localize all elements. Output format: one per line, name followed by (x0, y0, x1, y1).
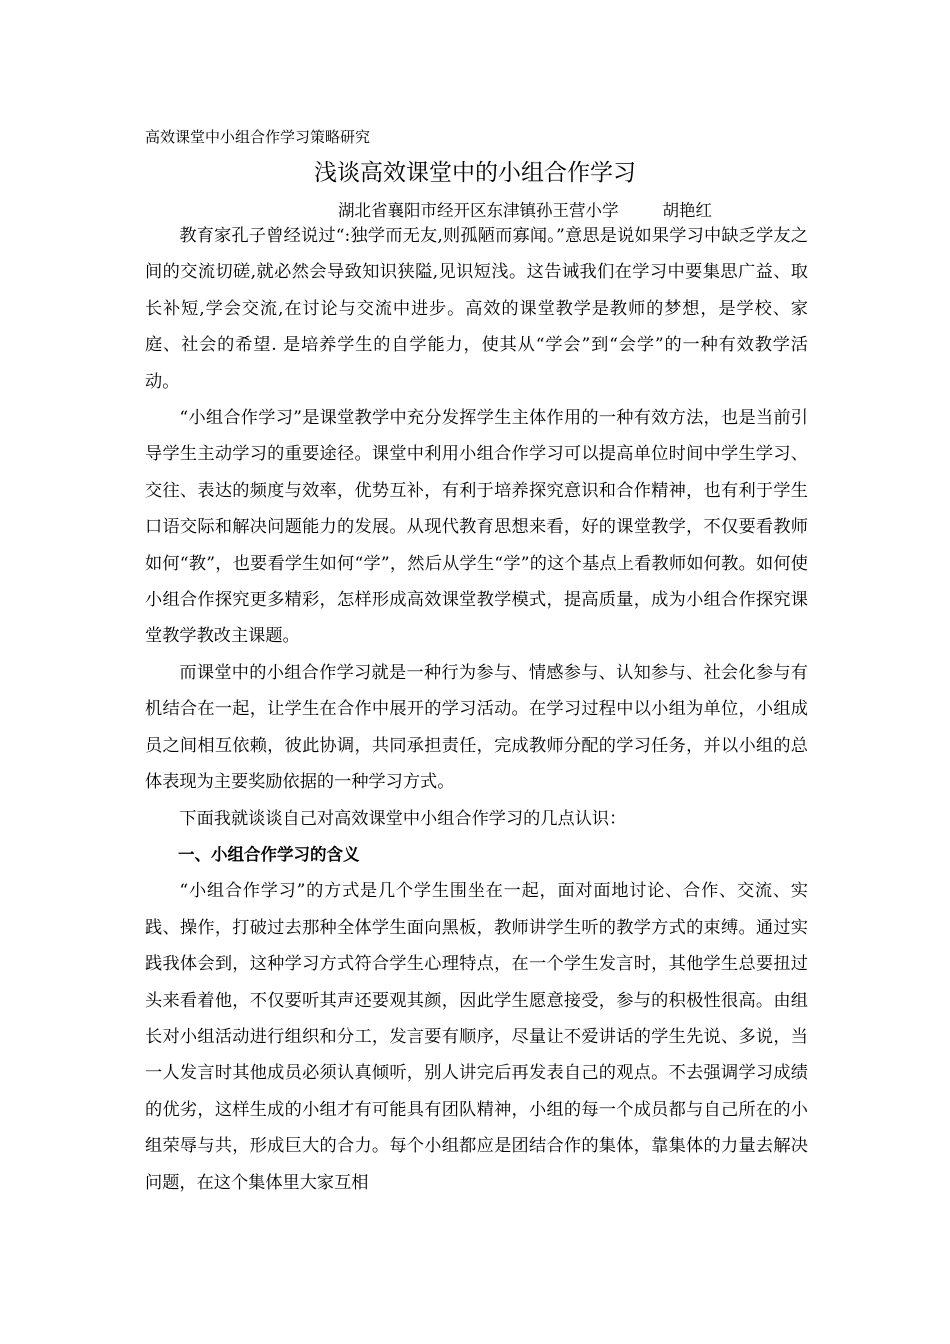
paragraph: “小组合作学习”的方式是几个学生围坐在一起，面对面地讨论、合作、交流、实践、操作，打破过去那种全体学生面向黑板，教师讲学生听的教学方式的束缚。通过实践我体会到，这种学习方式符合学生心理特点，在一个学生发言时，其他学生总要扭过头来看着他，不仅要听其声还要观其颜，因此学生愿意接受，参与的积极性很高。由组长对小组活动进行组织和分工，发言要有顺序，尽量让不爱讲话的学生先说、多说，当一人发言时其他成员必须认真倾听，别人讲完后再发表自己的观点。不去强调学习成绩的优劣，这样生成的小组才有可能具有团队精神，小组的每一个成员都与自己所在的小组荣辱与共，形成巨大的合力。每个小组都应是团结合作的集体，靠集体的力量去解决问题，在这个集体里大家互相 (145, 881, 808, 1193)
section-heading: 一、小组合作学习的含义 (178, 844, 360, 864)
paragraph: 而课堂中的小组合作学习就是一种行为参与、情感参与、认知参与、社会化参与有机结合在一起，让学生在合作中展开的学习活动。在学习过程中以小组为单位，小组成员之间相互依赖，彼此协调，共同承担责任，完成教师分配的学习任务，并以小组的总体表现为主要奖励依据的一种学习方式。 (145, 662, 808, 793)
article-title: 浅谈高效课堂中的小组合作学习 (314, 160, 636, 186)
paragraph: 教育家孔子曾经说过“:独学而无友,则孤陋而寡闻。”意思是说如果学习中缺乏学友之间的交流切磋,就必然会导致知识狭隘,见识短浅。这告诫我们在学习中要集思广益、取长补短,学会交流,在讨论与交流中进步。高效的课堂教学是教师的梦想，是学校、家庭、社会的希望. 是培养学生的自学能力，使其从“学会”到“会学”的一种有效教学活动。 (145, 226, 808, 392)
article-body (145, 218, 808, 1201)
author-affiliation: 湖北省襄阳市经开区东津镇孙王营小学 (338, 201, 619, 220)
paragraph: 下面我就谈谈自己对高效课堂中小组合作学习的几点认识： (179, 808, 627, 829)
document-header: 高效课堂中小组合作学习策略研究 (145, 128, 371, 146)
author-name: 胡艳红 (662, 201, 712, 220)
paragraph: “小组合作学习”是课堂教学中充分发挥学生主体作用的一种有效方法，也是当前引导学生主动学习的重要途径。课堂中利用小组合作学习可以提高单位时间中学生学习、交往、表达的频度与效率，优势互补，有利于培养探究意识和合作精神，也有利于学生口语交际和解决问题能力的发展。从现代教育思想来看，好的课堂教学，不仅要看教师如何“教”，也要看学生如何“学”，然后从学生“学”的这个基点上看教师如何教。如何使小组合作探究更多精彩，怎样形成高效课堂教学模式，提高质量，成为小组合作探究课堂教学教改主课题。 (145, 408, 808, 647)
